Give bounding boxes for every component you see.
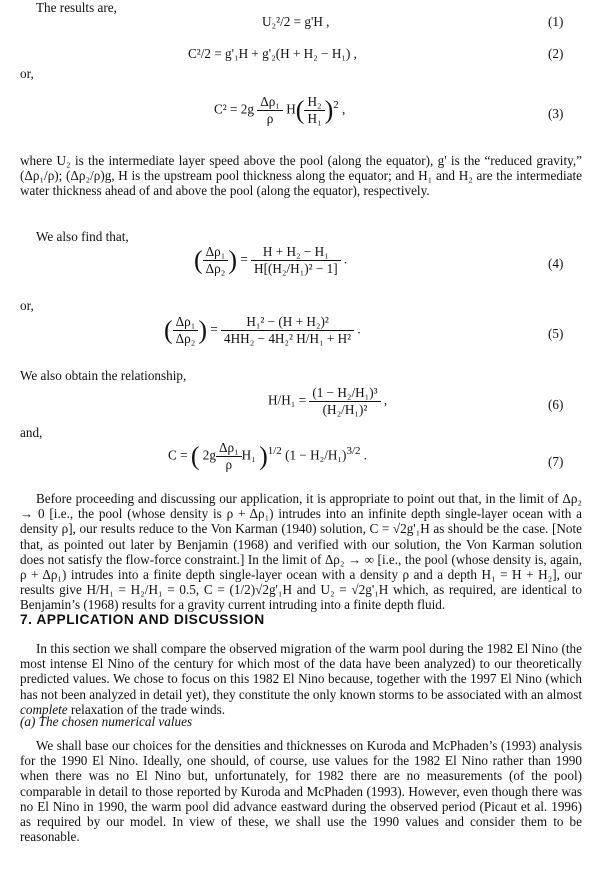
section-paragraph-emphasis: complete <box>20 701 68 717</box>
eq4-right-den: H[(H₂/H₁)² − 1] <box>251 260 341 277</box>
eq3-lhs: C² = 2g <box>214 101 254 117</box>
eq7-inner2: H₁ <box>241 447 256 463</box>
also-find-text: We also find that, <box>36 229 129 244</box>
eq6-den: (H₂/H₁)² <box>309 401 380 418</box>
eq5-left-num: Δρ₁ <box>175 314 196 329</box>
and-text: and, <box>20 425 43 440</box>
last-paragraph: We shall base our choices for the densities and thicknesses on Kuroda and McPhaden’s (1993) analysis for the 1990 El Nino. Ideally, one should, of course, use values for the 1982 El Nino rather than 1990 when there was no El Nino but, unfortunately, for 1982 there are no measurements (of the pool) comparable in detail to those reported by Kuroda and McPhaden (1993). However, even though there was no El Nino in 1990, the warm pool did advance eastward during the observed period (Picaut et al. 1996) as required by our model. In view of these, we shall use the 1990 values and consider them to be reasonable. <box>20 738 582 845</box>
eq3-mid: H <box>286 101 296 117</box>
equation-3-number: (3) <box>548 106 564 121</box>
equation-4-number: (4) <box>548 256 564 271</box>
equation-6-number: (6) <box>548 397 564 412</box>
equation-6 <box>268 385 387 418</box>
eq3-tail: , <box>342 101 346 117</box>
equation-5-number: (5) <box>548 326 564 341</box>
eq4-left-den: Δρ₂ <box>203 260 229 277</box>
section-paragraph-b: relaxation of the trade winds. <box>67 701 226 717</box>
equation-4: ( $\frac{\text{Δρ₁}}{\text{Δρ₂}}$ ) = $\frac{\text{H + H₂ − H₁}}{\text{H[(H₂/H₁)² − 1]}}$ . <box>194 244 348 276</box>
section-heading: 7. APPLICATION AND DISCUSSION <box>20 612 265 627</box>
or-text-2: or, <box>20 298 34 313</box>
eq5-right-fraction <box>221 314 354 347</box>
eq5-left-den: Δρ₂ <box>173 330 199 347</box>
eq6-lhs: H/H₁ = <box>268 392 307 408</box>
eq7-inner: 2g <box>202 447 216 463</box>
equation-3: C² = 2g $\frac{\text{Δρ₁}}{\rho}$ H( $\frac{\text{H₂}}{\text{H₁}}$ )$^2$ , <box>214 94 346 126</box>
eq5-right-num: H₁² − (H + H₂)² <box>246 314 329 329</box>
equation-7: C = ( 2g $\frac{\text{Δρ₁}}{\rho}$ H₁ )$^{1/2}$ $(1 - H_2/H_1)^{3/2}$ . <box>168 440 368 472</box>
section-paragraph-a: In this section we shall compare the observed migration of the warm pool during the 1982 El Nino (the most intense El Nino of the century for which most of the data have been analyzed) to our theoretically predicted values. We chose to focus on this 1982 El Nino because, together with the 1997 El Nino (which has not been analyzed in detail yet), they constitute the only known storms to be associated with an almost <box>20 641 582 702</box>
eq6-fraction <box>309 385 380 418</box>
eq7-den: ρ <box>216 456 242 473</box>
or-text-1: or, <box>20 66 34 81</box>
equation-5: ( $\frac{\text{Δρ₁}}{\text{Δρ₂}}$ ) = $\frac{\text{H₁² − (H + H₂)²}}{\text{4HH₂ − 4H₂² H/H₁ + H²}}$ . <box>164 314 361 346</box>
before-proceeding-paragraph: Before proceeding and discussing our application, it is appropriate to point out that, in the limit of Δρ₂ → 0 [i.e., the pool (whose density is ρ + Δρ₁) intrudes into an infinite depth single-layer ocean with a density ρ], our results reduce to the Von Karman (1940) solution, C = √2g'₁H as should be the case. [Note that, as pointed out later by Benjamin (1968) and verified with our solution, the Von Karman solution does not satisfy the flow-force constraint.] In the limit of Δρ₂ → ∞ [i.e., the pool (whose density is, again, ρ + Δρ₁) intrudes into a finite depth single-layer ocean with a density ρ and a depth H₁ = H + H₂], our results give H/H₁ = H₂/H₁ = 0.5, C = (1/2)√2g'₁H and U₂ = √2g'₁H which, as required, are identical to Benjamin’s (1968) results for a gravity current intruding into a finite depth fluid. <box>20 491 582 613</box>
eq7-fraction <box>216 440 242 473</box>
eq3-inner-fraction <box>304 94 324 127</box>
eq4-left-fraction <box>203 244 229 277</box>
eq5-left-fraction <box>173 314 199 347</box>
eq7-rest: (1 − H₂/H₁) <box>285 447 347 463</box>
eq4-tail: . <box>343 251 348 267</box>
equation-2-number: (2) <box>548 46 564 61</box>
eq7-tail: . <box>363 447 368 463</box>
eq3-frac-den: ρ <box>257 110 283 127</box>
eq3-fraction <box>257 94 283 127</box>
equation-1: U₂²/2 = g'H , <box>262 14 330 29</box>
intro-text: The results are, <box>36 0 117 15</box>
section-paragraph <box>20 641 582 717</box>
eq3-inner-num: H₂ <box>307 94 322 109</box>
eq5-tail: . <box>357 321 361 337</box>
eq4-right-fraction <box>251 244 341 277</box>
eq7-num: Δρ₁ <box>218 440 239 455</box>
eq7-lhs: C = <box>168 447 191 463</box>
also-obtain-text: We also obtain the relationship, <box>20 368 187 383</box>
eq7-power1: 1/2 <box>267 445 282 458</box>
eq3-power: 2 <box>333 99 339 112</box>
eq4-right-num: H + H₂ − H₁ <box>262 244 329 259</box>
eq3-inner-den: H₁ <box>304 110 324 127</box>
subsection-heading: (a) The chosen numerical values <box>20 714 193 729</box>
where-paragraph: where U₂ is the intermediate layer speed above the pool (along the equator), g' is the “reduced gravity,” (Δρ₁/ρ); (Δρ₂/ρ)g, H is the upstream pool thickness along the equator; and H₁ and H₂ are the intermediate water thickness ahead of and above the pool (along the equator), respectively. <box>20 153 582 199</box>
eq4-left-num: Δρ₁ <box>205 244 226 259</box>
eq3-frac-num: Δρ₁ <box>260 94 280 109</box>
eq7-power2: 3/2 <box>346 445 361 458</box>
equation-1-number: (1) <box>548 14 564 29</box>
equation-2: C²/2 = g'₁H + g'₂(H + H₂ − H₁) , <box>188 46 357 61</box>
eq6-tail: , <box>383 392 388 408</box>
eq5-right-den: 4HH₂ − 4H₂² H/H₁ + H² <box>221 330 354 347</box>
equation-7-number: (7) <box>548 454 564 469</box>
eq6-num: (1 − H₂/H₁)³ <box>312 385 378 400</box>
